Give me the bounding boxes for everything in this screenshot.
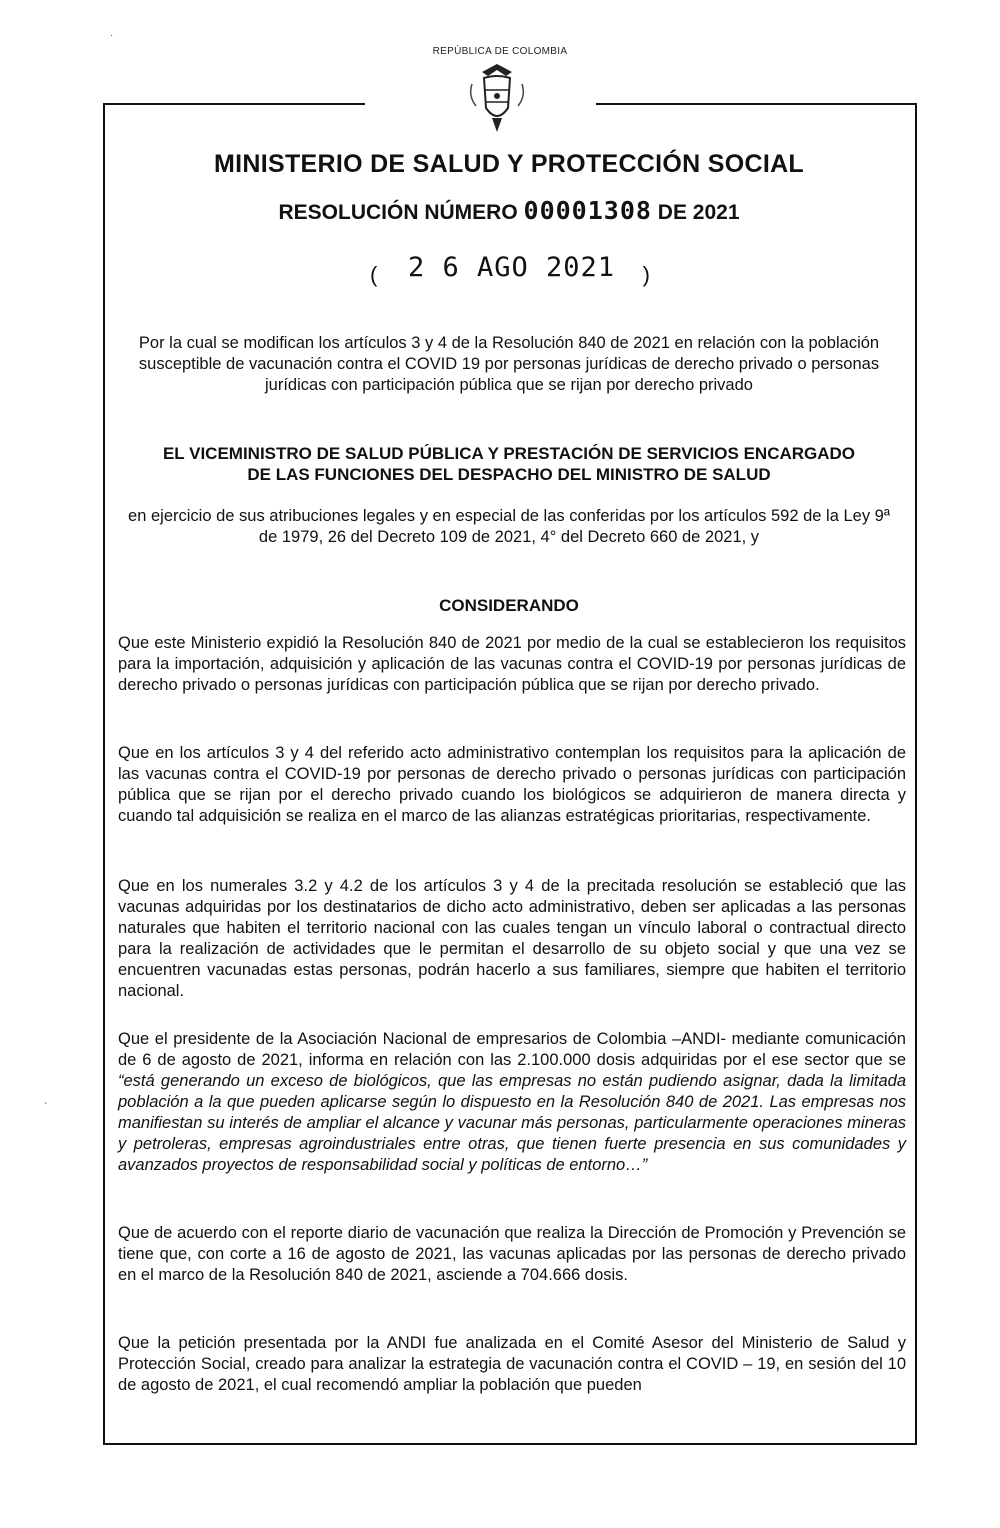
considerando-paragraph-4 (118, 1029, 906, 1176)
considerando-paragraph-3: Que en los numerales 3.2 y 4.2 de los artículos 3 y 4 de la precitada resolución se estableció que las vacunas adquiridas por los destinatarios de dicho acto administrativo, deben ser aplicadas a las personas naturales que habiten el territorio nacional con las cuales tengan un vínculo laboral o contractual directo para la realización de actividades que le permitan el desarrollo de su objeto social y que una vez se encuentren vacunadas estas personas, podrán hacerlo a sus familiares, siempre que habiten el territorio nacional. (118, 877, 906, 1000)
scan-speck: · (110, 30, 114, 41)
considerando-paragraph-5: Que de acuerdo con el reporte diario de vacunación que realiza la Dirección de Promoción y Prevención se tiene que, con corte a 16 de agosto de 2021, las vacunas aplicadas por las personas de derecho privado en el marco de la Resolución 840 de 2021, asciende a 704.666 dosis. (118, 1224, 906, 1284)
date-open-paren: ( (370, 262, 378, 287)
date-close-paren: ) (642, 262, 650, 287)
country-header: REPÚBLICA DE COLOMBIA (432, 46, 568, 57)
ministry-title: MINISTERIO DE SALUD Y PROTECCIÓN SOCIAL (214, 150, 804, 178)
resolution-date (370, 252, 650, 292)
paragraph-4-intro: Que el presidente de la Asociación Nacional de empresarios de Colombia –ANDI- mediante comunicación de 6 de agosto de 2021, informa en relación con las 2.100.000 dosis adquiridas por el ese sector que se (118, 1030, 906, 1069)
legal-powers: en ejercicio de sus atribuciones legales y en especial de las conferidas por los artículos 592 de la Ley 9ª de 1979, 26 del Decreto 109 de 2021, 4° del Decreto 660 de 2021, y (128, 507, 890, 546)
considerando-paragraph-2: Que en los artículos 3 y 4 del referido acto administrativo contemplan los requisitos para la aplicación de las vacunas contra el COVID-19 por personas de derecho privado o personas jurídicas con participación pública que se rijan por el derecho privado cuando los biológicos se adquirieron de manera directa y cuando tal adquisición se realiza en el marco de las alianzas estratégicas prioritarias, respectivamente. (118, 744, 906, 825)
considerando-heading: CONSIDERANDO (439, 596, 579, 615)
resolution-year: DE 2021 (657, 201, 740, 224)
resolution-line (103, 196, 915, 225)
official-title-line-2: DE LAS FUNCIONES DEL DESPACHO DEL MINISTRO DE SALUD (247, 465, 771, 484)
date-stamp: 2 6 AGO 2021 (408, 252, 616, 283)
resolution-prefix: RESOLUCIÓN NÚMERO (278, 201, 518, 224)
official-title-line-1: EL VICEMINISTRO DE SALUD PÚBLICA Y PRESTACIÓN DE SERVICIOS ENCARGADO (162, 444, 856, 463)
considerando-paragraph-1: Que este Ministerio expidió la Resolución 840 de 2021 por medio de la cual se establecieron los requisitos para la importación, adquisición y aplicación de las vacunas contra el COVID-19 por personas jurídicas de derecho privado o personas jurídicas con participación pública que se rijan por derecho privado. (118, 634, 906, 694)
resolution-number: 00001308 (523, 196, 652, 225)
andi-quote: “está generando un exceso de biológicos, que las empresas no están pudiendo asignar, dada la limitada población a la que pueden aplicarse según lo dispuesto en la Resolución 840 de 2021. Las empresas nos manifiestan su interés de ampliar el alcance y vacunar más personas, particularmente operaciones mineras y petroleras, empresas agroindustriales entre otras, que tienen fuerte presencia en sus comunidades y avanzados proyectos de responsabilidad social y políticas de entorno…” (118, 1072, 906, 1174)
official-title (118, 443, 900, 485)
margin-speck: ` (44, 1102, 48, 1113)
considerando-paragraph-6: Que la petición presentada por la ANDI fue analizada en el Comité Asesor del Ministerio de Salud y Protección Social, creado para analizar la estrategia de vacunación contra el COVID – 19, en sesión del 10 de agosto de 2021, el cual recomendó ampliar la población que pueden (118, 1334, 906, 1394)
resolution-summary: Por la cual se modifican los artículos 3 y 4 de la Resolución 840 de 2021 en relación con la población susceptible de vacunación contra el COVID 19 por personas jurídicas de derecho privado o personas jurídicas con participación pública que se rijan por derecho privado (138, 334, 880, 394)
